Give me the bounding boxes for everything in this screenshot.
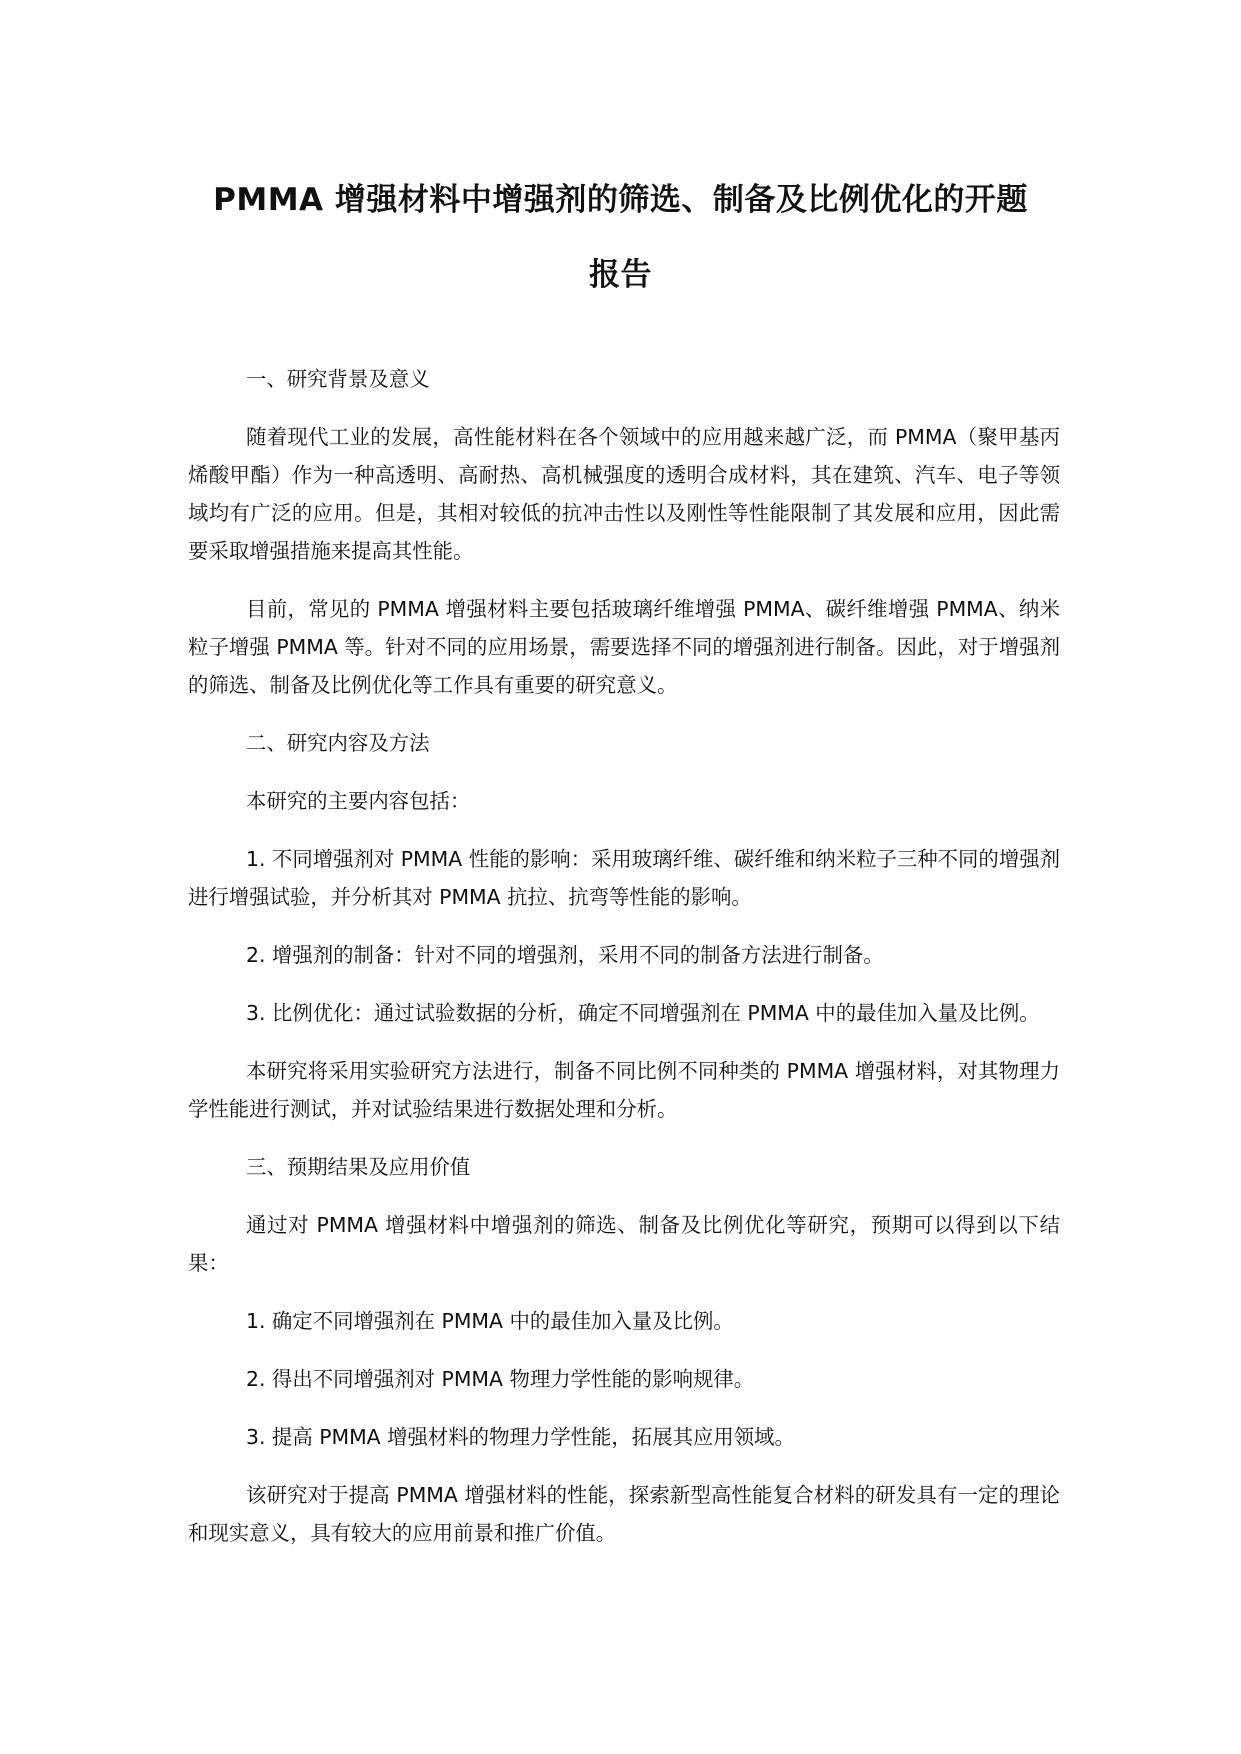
section-heading-expected-results: 三、预期结果及应用价值 bbox=[246, 1155, 471, 1179]
paragraph: 该研究对于提高 PMMA 增强材料的性能，探索新型高性能复合材料的研发具有一定的理论和现实意义，具有较大的应用前景和推广价值。 bbox=[188, 1483, 1060, 1545]
list-item: 2. 得出不同增强剂对 PMMA 物理力学性能的影响规律。 bbox=[246, 1367, 755, 1391]
list-item: 3. 提高 PMMA 增强材料的物理力学性能，拓展其应用领域。 bbox=[246, 1425, 795, 1449]
paragraph: 随着现代工业的发展，高性能材料在各个领域中的应用越来越广泛，而 PMMA（聚甲基丙烯酸甲酯）作为一种高透明、高耐热、高机械强度的透明合成材料，其在建筑、汽车、电子等领域均有广泛的应用。但是，其相对较低的抗冲击性以及刚性等性能限制了其发展和应用，因此需要采取增强措施来提高其性能。 bbox=[188, 425, 1060, 563]
document-title-line-1: PMMA 增强材料中增强剂的筛选、制备及比例优化的开题 bbox=[213, 182, 1028, 218]
list-item: 2. 增强剂的制备：针对不同的增强剂，采用不同的制备方法进行制备。 bbox=[246, 943, 884, 967]
document-title-line-2: 报告 bbox=[589, 257, 652, 293]
list-item: 1. 确定不同增强剂在 PMMA 中的最佳加入量及比例。 bbox=[246, 1309, 734, 1333]
paragraph: 本研究的主要内容包括： bbox=[246, 789, 471, 813]
paragraph: 通过对 PMMA 增强材料中增强剂的筛选、制备及比例优化等研究，预期可以得到以下结果： bbox=[188, 1213, 1060, 1275]
list-item: 3. 比例优化：通过试验数据的分析，确定不同增强剂在 PMMA 中的最佳加入量及比例。 bbox=[246, 1001, 1040, 1025]
list-item: 1. 不同增强剂对 PMMA 性能的影响：采用玻璃纤维、碳纤维和纳米粒子三种不同的增强剂进行增强试验，并分析其对 PMMA 抗拉、抗弯等性能的影响。 bbox=[188, 847, 1060, 909]
paragraph: 本研究将采用实验研究方法进行，制备不同比例不同种类的 PMMA 增强材料，对其物理力学性能进行测试，并对试验结果进行数据处理和分析。 bbox=[188, 1059, 1060, 1121]
document-body bbox=[188, 360, 1060, 1572]
paragraph: 目前，常见的 PMMA 增强材料主要包括玻璃纤维增强 PMMA、碳纤维增强 PMMA、纳米粒子增强 PMMA 等。针对不同的应用场景，需要选择不同的增强剂进行制备。因此，对于增强剂的筛选、制备及比例优化等工作具有重要的研究意义。 bbox=[188, 597, 1060, 697]
section-heading-background: 一、研究背景及意义 bbox=[246, 367, 430, 391]
section-heading-content-methods: 二、研究内容及方法 bbox=[246, 731, 430, 755]
